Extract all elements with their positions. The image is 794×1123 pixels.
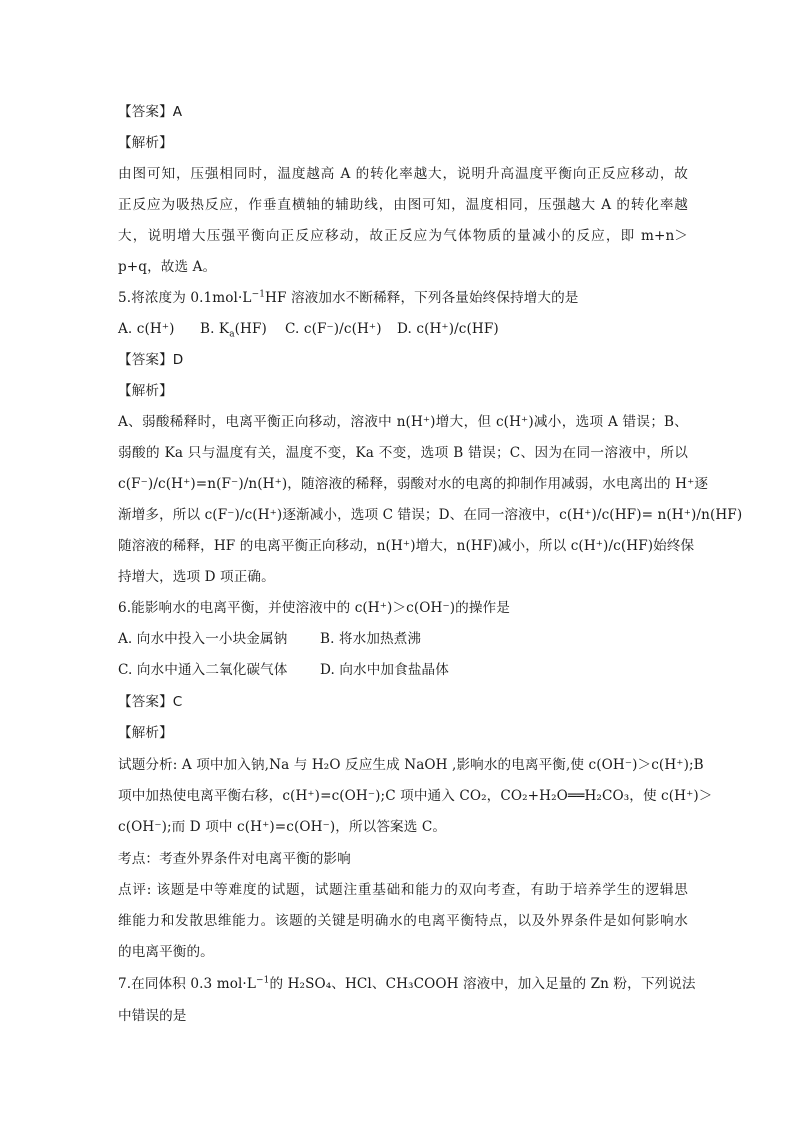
q6-analysis-line-2: 项中加热使电离平衡右移，c(H⁺)=c(OH⁻);C 项中通入 CO₂，CO₂+H₂O══H₂CO₃，使 c(H⁺)＞ xyxy=(118,788,713,804)
q5-analysis-line-3: c(F⁻)/c(H⁺)=n(F⁻)/n(H⁺)，随溶液的稀释，弱酸对水的电离的抑制作用减弱，水电离出的 H⁺逐 xyxy=(118,476,709,492)
q5-option-b-pre: B. K xyxy=(200,321,230,337)
q6-option-c: C. 向水中通入二氧化碳气体 xyxy=(118,662,288,678)
q4-analysis-line-2: 正反应为吸热反应，作垂直横轴的辅助线，由图可知，温度相同，压强越大 A 的转化率越 xyxy=(118,197,688,213)
q5-analysis-line-5: 随溶液的稀释，HF 的电离平衡正向移动，n(H⁺)增大，n(HF)减小，所以 c(H⁺)/c(HF)始终保 xyxy=(118,538,695,554)
q6-options-row-1 xyxy=(118,629,688,649)
q5-option-d: D. c(H⁺)/c(HF) xyxy=(397,321,499,337)
q5-options xyxy=(118,319,688,339)
q7-stem-pre: 7.在同体积 0.3 mol·L xyxy=(118,976,256,992)
q4-answer: 【答案】A xyxy=(118,104,183,120)
q7-stem-post: 的 H₂SO₄、HCl、CH₃COOH 溶液中，加入足量的 Zn 粉，下列说法 xyxy=(269,976,696,992)
q5-stem xyxy=(118,288,688,308)
q6-analysis-heading: 【解析】 xyxy=(118,725,173,741)
q6-analysis-line-3: c(OH⁻);而 D 项中 c(H⁺)=c(OH⁻)，所以答案选 C。 xyxy=(118,819,447,835)
q5-analysis-line-4: 渐增多，所以 c(F⁻)/c(H⁺)逐渐减小，选项 C 错误；D、在同一溶液中，c(H⁺)/c(HF)= n(H⁺)/n(HF) xyxy=(118,507,743,523)
q5-stem-post: HF 溶液加水不断稀释，下列各量始终保持增大的是 xyxy=(265,290,579,306)
q5-stem-pre: 5.将浓度为 0.1mol·L xyxy=(118,290,252,306)
q5-stem-exponent: −1 xyxy=(251,289,266,300)
q5-option-b xyxy=(200,319,285,339)
q6-dianping-line-3: 的电离平衡的。 xyxy=(118,944,214,960)
q5-option-c: C. c(F⁻)/c(H⁺) xyxy=(285,321,382,337)
q7-stem-line-2: 中错误的是 xyxy=(118,1008,187,1024)
q7-stem-line-1 xyxy=(118,974,696,994)
q4-analysis-line-3: 大，说明增大压强平衡向正反应移动，故正反应为气体物质的量减小的反应，即 m+n＞ xyxy=(118,228,688,244)
q5-option-b-sub: a xyxy=(229,329,235,340)
q6-option-b: B. 将水加热煮沸 xyxy=(320,631,422,647)
q7-stem-exponent: −1 xyxy=(255,975,270,986)
q5-answer: 【答案】D xyxy=(118,352,184,368)
q4-analysis-line-4: p+q，故选 A。 xyxy=(118,259,217,275)
q4-analysis-line-1: 由图可知，压强相同时，温度越高 A 的转化率越大，说明升高温度平衡向正反应移动，故 xyxy=(118,166,688,182)
q5-analysis-line-1: A、弱酸稀释时，电离平衡正向移动，溶液中 n(H⁺)增大，但 c(H⁺)减小，选项 A 错误；B、 xyxy=(118,414,688,430)
q6-option-d: D. 向水中加食盐晶体 xyxy=(320,662,449,678)
q5-analysis-heading: 【解析】 xyxy=(118,383,173,399)
q6-option-a: A. 向水中投入一小块金属钠 xyxy=(118,631,288,647)
q6-stem: 6.能影响水的电离平衡，并使溶液中的 c(H⁺)＞c(OH⁻)的操作是 xyxy=(118,600,510,616)
q6-analysis-line-1: 试题分析: A 项中加入钠,Na 与 H₂O 反应生成 NaOH ,影响水的电离平衡,使 c(OH⁻)＞c(H⁺);B xyxy=(118,757,704,773)
q5-analysis-line-2: 弱酸的 Ka 只与温度有关，温度不变，Ka 不变，选项 B 错误；C、因为在同一溶液中，所以 xyxy=(118,445,688,461)
q5-option-b-post: (HF) xyxy=(234,321,267,337)
q6-dianping-line-1: 点评: 该题是中等难度的试题，试题注重基础和能力的双向考查，有助于培养学生的逻辑思 xyxy=(118,882,688,898)
q4-analysis-heading: 【解析】 xyxy=(118,135,173,151)
q6-dianping-line-2: 维能力和发散思维能力。该题的关键是明确水的电离平衡特点，以及外界条件是如何影响水 xyxy=(118,913,688,929)
q6-options-row-2 xyxy=(118,660,688,680)
q6-answer: 【答案】C xyxy=(118,694,183,710)
q5-option-a: A. c(H⁺) xyxy=(118,321,175,337)
q6-kaodian: 考点：考查外界条件对电离平衡的影响 xyxy=(118,851,351,867)
q5-analysis-line-6: 持增大，选项 D 项正确。 xyxy=(118,569,275,585)
